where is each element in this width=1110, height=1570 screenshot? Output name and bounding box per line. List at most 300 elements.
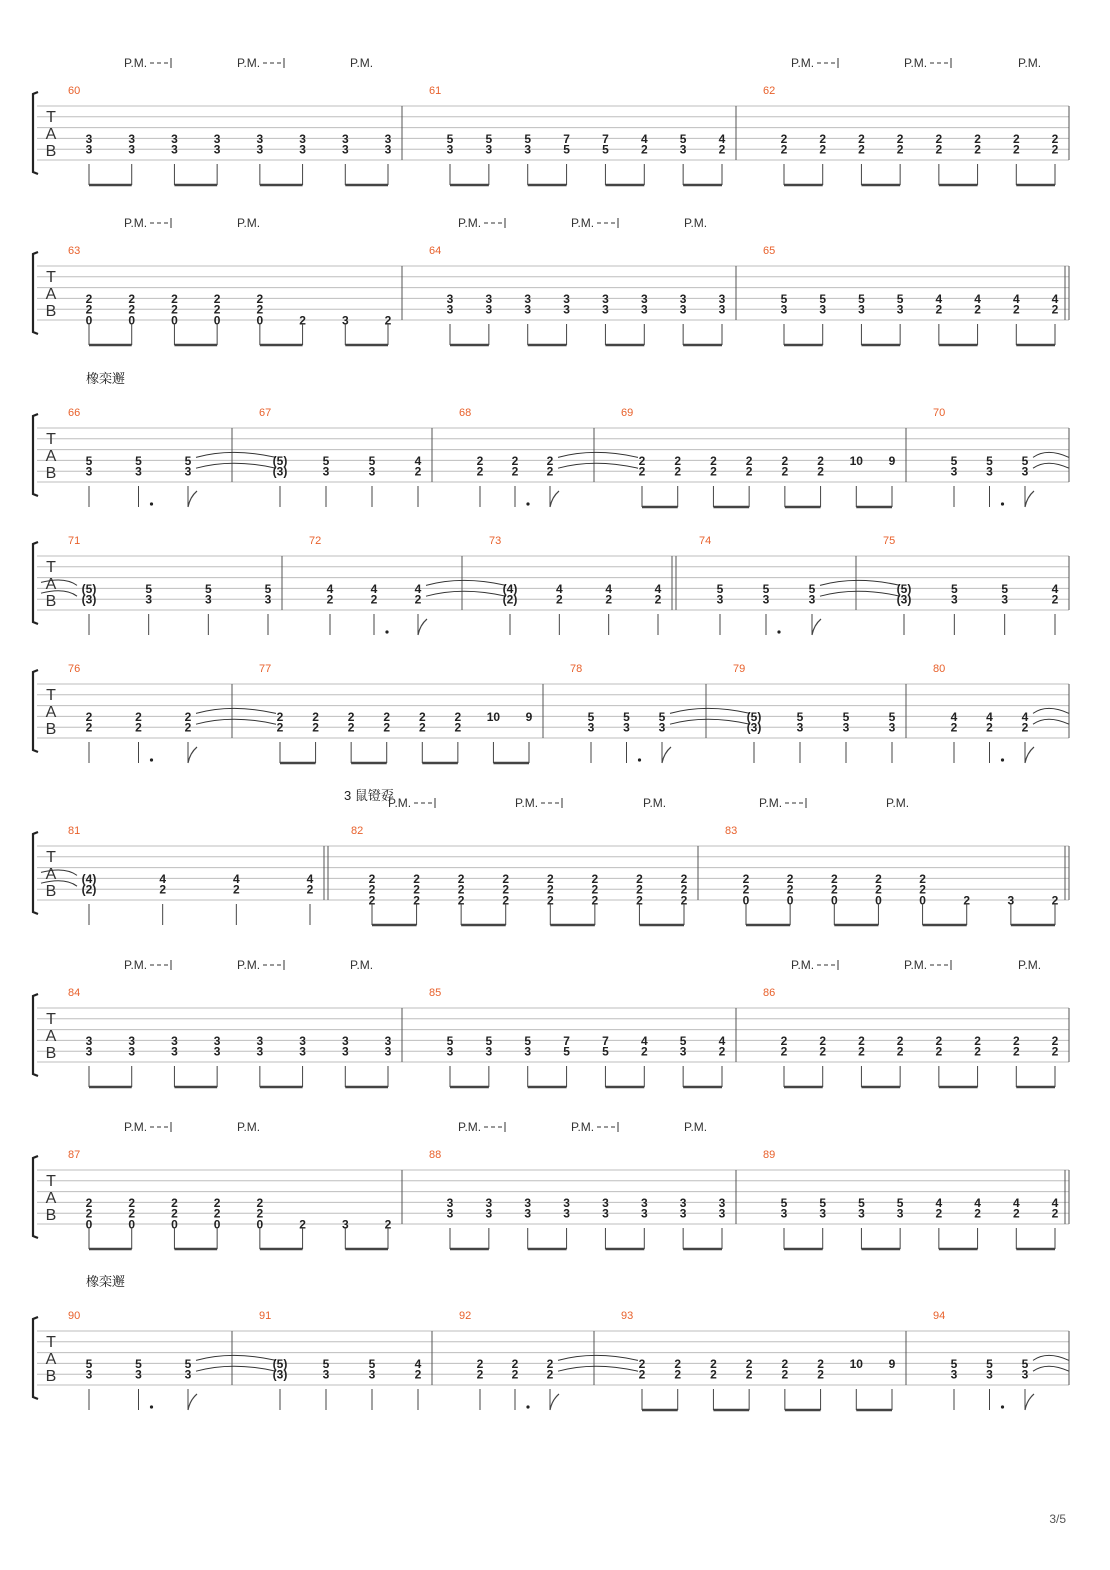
- palm-mute-label: P.M.: [350, 56, 374, 70]
- fret-number: 3: [322, 464, 330, 479]
- fret-number: 5: [796, 709, 804, 724]
- fret-number: 2: [159, 882, 167, 897]
- fret-number: 5: [485, 1033, 493, 1048]
- dotted-rhythm-dot: [150, 502, 153, 505]
- fret-number: 2: [213, 1206, 221, 1221]
- fret-number: 5: [145, 581, 153, 596]
- fret-number: 2: [781, 464, 789, 479]
- fret-number: 2: [1012, 1044, 1020, 1059]
- fret-number: 3: [1021, 1367, 1029, 1382]
- fret-number: 3: [341, 313, 349, 328]
- fret-number: 4: [159, 871, 167, 886]
- fret-number: 2: [276, 709, 284, 724]
- fret-number: 3: [640, 302, 648, 317]
- palm-mute-label: P.M.: [124, 216, 148, 230]
- palm-mute-label: P.M.: [124, 958, 148, 972]
- fret-number: 2: [745, 1367, 753, 1382]
- fret-number: 3: [819, 302, 827, 317]
- fret-number: 0: [786, 893, 794, 908]
- fret-number: (5): [746, 709, 762, 724]
- fret-number: 2: [974, 1044, 981, 1059]
- palm-mute-label: P.M.: [886, 796, 910, 810]
- fret-number: 2: [213, 302, 221, 317]
- fret-number: 9: [525, 709, 533, 724]
- tie-arc: [558, 1366, 638, 1371]
- fret-number: 5: [264, 581, 272, 596]
- fret-number: 3: [85, 131, 93, 146]
- fret-number: 3: [85, 1367, 93, 1382]
- tab-clef-b: B: [45, 883, 57, 900]
- fret-number: 2: [817, 464, 824, 479]
- fret-number: 2: [654, 592, 662, 607]
- tab-clef-t: T: [46, 109, 56, 126]
- fret-number: 5: [819, 1195, 827, 1210]
- fret-number: 3: [171, 131, 178, 146]
- fret-number: 2: [457, 882, 465, 897]
- fret-number: 5: [368, 453, 376, 468]
- dotted-rhythm-dot: [1001, 502, 1004, 505]
- fret-number: 2: [680, 871, 688, 886]
- fret-number: 5: [602, 1044, 609, 1059]
- fret-number: 3: [128, 1044, 136, 1059]
- fret-number: 2: [1012, 1033, 1020, 1048]
- system-bracket: [33, 92, 38, 174]
- fret-number: 5: [322, 453, 330, 468]
- fret-number: 0: [875, 893, 882, 908]
- fret-number: 2: [418, 720, 426, 735]
- fret-number: 2: [1051, 1044, 1059, 1059]
- fret-number: 3: [299, 1033, 306, 1048]
- tab-clef-t: T: [46, 687, 56, 704]
- fret-number: 3: [950, 464, 958, 479]
- tab-clef-b: B: [45, 1045, 57, 1062]
- fret-number: (4): [81, 871, 97, 886]
- palm-mute-label: P.M.: [237, 56, 261, 70]
- fret-number: 3: [602, 1195, 609, 1210]
- measure-number: 68: [459, 407, 472, 419]
- tie-arc: [1033, 708, 1069, 713]
- palm-mute-label: P.M.: [1018, 958, 1042, 972]
- fret-number: 2: [511, 464, 519, 479]
- fret-number: 5: [524, 1033, 532, 1048]
- fret-number: 3: [446, 1195, 454, 1210]
- fret-number: 2: [511, 1367, 519, 1382]
- tie-arc: [820, 580, 900, 585]
- fret-number: 3: [679, 1195, 687, 1210]
- fret-number: 3: [322, 1367, 330, 1382]
- fret-number: 3: [524, 1195, 532, 1210]
- fret-number: 3: [256, 131, 264, 146]
- fret-number: 0: [128, 313, 136, 328]
- fret-number: 2: [830, 882, 838, 897]
- fret-number: 2: [591, 871, 599, 886]
- fret-number: 3: [679, 302, 687, 317]
- fret-number: 5: [204, 581, 212, 596]
- palm-mute-label: P.M.: [791, 56, 815, 70]
- fret-number: 2: [414, 464, 422, 479]
- fret-number: 5: [602, 142, 609, 157]
- fret-number: 3: [563, 302, 570, 317]
- fret-number: 2: [638, 453, 646, 468]
- fret-number: 7: [563, 131, 570, 146]
- palm-mute-label: P.M.: [458, 216, 482, 230]
- fret-number: 2: [858, 131, 865, 146]
- fret-number: 4: [1012, 291, 1020, 306]
- fret-number: 2: [819, 1044, 827, 1059]
- measure-number: 60: [68, 85, 81, 97]
- fret-number: (5): [272, 1356, 288, 1371]
- fret-number: 3: [679, 1206, 687, 1221]
- fret-number: 2: [546, 871, 554, 886]
- fret-number: 3: [299, 142, 306, 157]
- fret-number: 3: [780, 302, 788, 317]
- fret-number: 3: [85, 1033, 93, 1048]
- measure-number: 65: [763, 245, 776, 257]
- fret-number: 2: [896, 142, 904, 157]
- eighth-flag: [812, 619, 821, 635]
- fret-number: 3: [384, 1033, 392, 1048]
- fret-number: 2: [1012, 302, 1020, 317]
- measure-number: 88: [429, 1149, 442, 1161]
- fret-number: 2: [780, 1044, 788, 1059]
- fret-number: 3: [171, 1044, 178, 1059]
- fret-number: 2: [819, 142, 827, 157]
- fret-number: 2: [128, 1195, 136, 1210]
- fret-number: 3: [718, 302, 726, 317]
- fret-number: 0: [256, 1217, 264, 1232]
- fret-number: 2: [674, 1367, 682, 1382]
- measure-number: 85: [429, 987, 442, 999]
- tie-arc: [820, 591, 900, 596]
- fret-number: 4: [414, 581, 422, 596]
- fret-number: 4: [654, 581, 662, 596]
- fret-number: 5: [322, 1356, 330, 1371]
- fret-number: 5: [780, 1195, 788, 1210]
- fret-number: 5: [524, 131, 532, 146]
- fret-number: 3: [184, 464, 192, 479]
- tie-arc: [1033, 452, 1069, 457]
- fret-number: 2: [413, 871, 420, 886]
- fret-number: 3: [485, 291, 493, 306]
- palm-mute-label: P.M.: [904, 56, 928, 70]
- fret-number: 2: [85, 1195, 93, 1210]
- fret-number: 5: [1021, 453, 1029, 468]
- fret-number: 5: [184, 453, 192, 468]
- fret-number: 2: [819, 131, 827, 146]
- tie-arc: [558, 1355, 638, 1360]
- fret-number: 4: [935, 291, 943, 306]
- fret-number: 4: [605, 581, 613, 596]
- fret-number: 2: [306, 882, 314, 897]
- fret-number: 3: [446, 291, 454, 306]
- fret-number: 3: [128, 1033, 136, 1048]
- fret-number: 2: [299, 1217, 306, 1232]
- tie-arc: [196, 1355, 276, 1360]
- fret-number: 3: [524, 142, 532, 157]
- fret-number: (3): [746, 720, 762, 735]
- measure-number: 79: [733, 663, 746, 675]
- fret-number: 0: [830, 893, 838, 908]
- measure-number: 77: [259, 663, 272, 675]
- fret-number: 0: [213, 313, 221, 328]
- tab-clef-t: T: [46, 849, 56, 866]
- fret-number: 2: [384, 1217, 392, 1232]
- fret-number: 2: [674, 1356, 682, 1371]
- fret-number: 2: [819, 1033, 827, 1048]
- fret-number: 2: [413, 893, 420, 908]
- fret-number: 3: [341, 1217, 349, 1232]
- fret-number: 2: [312, 720, 319, 735]
- fret-number: 2: [85, 720, 93, 735]
- fret-number: 2: [454, 720, 462, 735]
- eighth-flag: [662, 747, 671, 763]
- fret-number: 9: [888, 453, 896, 468]
- fret-number: 3: [896, 302, 904, 317]
- measure-number: 92: [459, 1310, 472, 1322]
- measure-number: 78: [570, 663, 583, 675]
- fret-number: 2: [502, 882, 510, 897]
- fret-number: 3: [718, 291, 726, 306]
- fret-number: 2: [476, 1367, 484, 1382]
- fret-number: 2: [171, 1206, 178, 1221]
- tab-clef-t: T: [46, 559, 56, 576]
- fret-number: 5: [485, 131, 493, 146]
- fret-number: 2: [935, 302, 943, 317]
- fret-number: 3: [446, 1206, 454, 1221]
- tie-arc: [670, 708, 750, 713]
- fret-number: 2: [232, 882, 240, 897]
- fret-number: 2: [85, 302, 93, 317]
- fret-number: 2: [502, 871, 510, 886]
- fret-number: 2: [546, 882, 554, 897]
- measure-number: 86: [763, 987, 776, 999]
- fret-number: 2: [1012, 1206, 1020, 1221]
- fret-number: 3: [1007, 893, 1015, 908]
- measure-number: 94: [933, 1310, 946, 1322]
- fret-number: 3: [341, 142, 349, 157]
- fret-number: 3: [640, 1195, 648, 1210]
- eighth-flag: [188, 747, 197, 763]
- measure-number: 81: [68, 825, 81, 837]
- fret-number: 3: [658, 720, 666, 735]
- fret-number: 3: [718, 1195, 726, 1210]
- fret-number: 2: [128, 291, 136, 306]
- fret-number: 2: [636, 882, 643, 897]
- system-bracket: [33, 832, 38, 914]
- fret-number: 3: [85, 142, 93, 157]
- palm-mute-label: P.M.: [458, 1120, 482, 1134]
- fret-number: 5: [842, 709, 850, 724]
- fret-number: 9: [888, 1356, 896, 1371]
- fret-number: 5: [1001, 581, 1009, 596]
- tie-arc: [670, 719, 750, 724]
- fret-number: 5: [563, 142, 570, 157]
- fret-number: 4: [950, 709, 958, 724]
- fret-number: 3: [950, 1367, 958, 1382]
- fret-number: (5): [81, 581, 97, 596]
- fret-number: 2: [780, 131, 788, 146]
- tab-clef-b: B: [45, 465, 57, 482]
- fret-number: 2: [742, 871, 750, 886]
- fret-number: 5: [135, 1356, 142, 1371]
- fret-number: 5: [368, 1356, 376, 1371]
- fret-number: 5: [716, 581, 724, 596]
- fret-number: 2: [710, 1356, 717, 1371]
- fret-number: 2: [1051, 1033, 1059, 1048]
- fret-number: 3: [780, 1206, 788, 1221]
- fret-number: 3: [256, 142, 264, 157]
- system-bracket: [33, 1156, 38, 1238]
- palm-mute-label: P.M.: [388, 796, 412, 810]
- fret-number: 4: [1051, 291, 1059, 306]
- fret-number: 7: [602, 1033, 609, 1048]
- dotted-rhythm-dot: [638, 758, 641, 761]
- fret-number: 2: [502, 893, 510, 908]
- fret-number: 3: [446, 302, 454, 317]
- fret-number: 2: [858, 1044, 865, 1059]
- fret-number: 3: [485, 302, 493, 317]
- system-bracket: [33, 994, 38, 1076]
- fret-number: 2: [680, 882, 688, 897]
- fret-number: 0: [213, 1217, 221, 1232]
- measure-number: 84: [68, 987, 81, 999]
- fret-number: 2: [256, 291, 264, 306]
- measure-number: 66: [68, 407, 81, 419]
- fret-number: 3: [842, 720, 850, 735]
- fret-number: 2: [414, 592, 422, 607]
- fret-number: 2: [817, 1356, 824, 1371]
- tab-clef-b: B: [45, 143, 57, 160]
- eighth-flag: [418, 619, 427, 635]
- fret-number: 5: [679, 131, 687, 146]
- eighth-flag: [1025, 747, 1034, 763]
- tab-clef-b: B: [45, 1368, 57, 1385]
- fret-number: 2: [638, 1356, 646, 1371]
- fret-number: 2: [974, 1206, 981, 1221]
- fret-number: 3: [587, 720, 595, 735]
- fret-number: 3: [1021, 464, 1029, 479]
- fret-number: 2: [919, 882, 926, 897]
- fret-number: 3: [485, 1206, 493, 1221]
- tie-arc: [196, 708, 276, 713]
- fret-number: 4: [935, 1195, 943, 1210]
- tie-arc: [1033, 463, 1069, 468]
- system-bracket: [33, 542, 38, 624]
- tab-clef-a: A: [45, 1028, 57, 1045]
- fret-number: 2: [974, 142, 981, 157]
- fret-number: 2: [674, 464, 682, 479]
- fret-number: 2: [742, 882, 750, 897]
- fret-number: 2: [875, 882, 882, 897]
- fret-number: 2: [347, 720, 355, 735]
- fret-number: 2: [718, 1044, 726, 1059]
- page-number: 3/5: [1049, 1512, 1066, 1526]
- palm-mute-label: P.M.: [237, 1120, 261, 1134]
- fret-number: 4: [326, 581, 334, 596]
- fret-number: 3: [485, 142, 493, 157]
- fret-number: 3: [640, 291, 648, 306]
- fret-number: 10: [486, 709, 501, 724]
- palm-mute-label: P.M.: [904, 958, 928, 972]
- fret-number: 2: [256, 1195, 264, 1210]
- eighth-flag: [1025, 491, 1034, 507]
- palm-mute-label: P.M.: [124, 1120, 148, 1134]
- fret-number: 3: [128, 142, 136, 157]
- fret-number: 2: [591, 882, 599, 897]
- fret-number: 2: [786, 882, 794, 897]
- palm-mute-label: P.M.: [1018, 56, 1042, 70]
- tab-clef-a: A: [45, 1190, 57, 1207]
- fret-number: 3: [640, 1206, 648, 1221]
- fret-number: 2: [710, 1367, 717, 1382]
- fret-number: 3: [602, 291, 609, 306]
- fret-number: 3: [446, 142, 454, 157]
- fret-number: 5: [623, 709, 630, 724]
- fret-number: (5): [272, 453, 288, 468]
- fret-number: 4: [974, 1195, 981, 1210]
- fret-number: 2: [1051, 302, 1059, 317]
- fret-number: 5: [446, 1033, 454, 1048]
- fret-number: 2: [710, 453, 717, 468]
- tab-clef-b: B: [45, 721, 57, 738]
- fret-number: 2: [418, 709, 426, 724]
- eighth-flag: [188, 1394, 197, 1410]
- fret-number: 2: [128, 1206, 136, 1221]
- fret-number: 2: [1051, 142, 1059, 157]
- fret-number: 2: [781, 1367, 789, 1382]
- fret-number: 10: [849, 453, 863, 468]
- fret-number: 3: [135, 1367, 142, 1382]
- fret-number: 2: [974, 1033, 981, 1048]
- fret-number: 3: [888, 720, 896, 735]
- fret-number: 3: [213, 1044, 221, 1059]
- fret-number: 2: [710, 464, 717, 479]
- fret-number: 2: [745, 1356, 753, 1371]
- fret-number: 3: [563, 291, 570, 306]
- fret-number: 3: [184, 1367, 192, 1382]
- fret-number: 2: [413, 882, 420, 897]
- fret-number: 7: [563, 1033, 570, 1048]
- fret-number: 2: [638, 464, 646, 479]
- tab-clef-a: A: [45, 126, 57, 143]
- fret-number: 0: [171, 1217, 178, 1232]
- fret-number: 3: [602, 302, 609, 317]
- fret-number: 5: [679, 1033, 687, 1048]
- fret-number: 2: [511, 453, 519, 468]
- tab-clef-t: T: [46, 1334, 56, 1351]
- fret-number: 2: [454, 709, 462, 724]
- fret-number: 2: [171, 302, 178, 317]
- fret-number: 2: [383, 720, 391, 735]
- fret-number: 2: [256, 302, 264, 317]
- fret-number: 2: [1051, 893, 1059, 908]
- fret-number: 2: [299, 313, 306, 328]
- tab-clef-b: B: [45, 1207, 57, 1224]
- fret-number: 3: [679, 291, 687, 306]
- fret-number: 5: [85, 1356, 93, 1371]
- fret-number: 2: [511, 1356, 519, 1371]
- fret-number: (3): [896, 592, 912, 607]
- fret-number: 5: [950, 453, 958, 468]
- palm-mute-label: P.M.: [571, 216, 595, 230]
- fret-number: 5: [896, 291, 904, 306]
- fret-number: 5: [896, 1195, 904, 1210]
- fret-number: 2: [476, 1356, 484, 1371]
- fret-number: 2: [546, 464, 554, 479]
- fret-number: 2: [213, 1195, 221, 1210]
- measure-number: 72: [309, 535, 322, 547]
- fret-number: 4: [555, 581, 563, 596]
